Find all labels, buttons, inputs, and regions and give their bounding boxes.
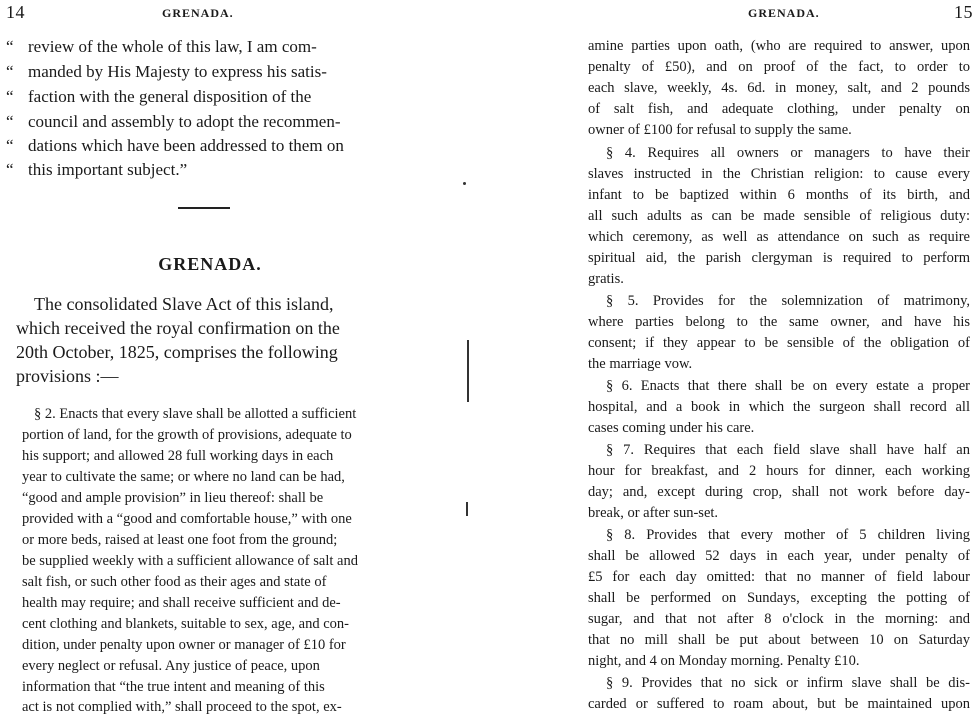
running-head-right: GRENADA. (748, 6, 820, 20)
body-line: infant to be baptized within 6 months of its birth, and (588, 187, 970, 203)
body-line: § 5. Provides for the solemnization of matrimony, (606, 293, 970, 309)
body-line: sugar, and that not after 8 o'clock in the morning: and (588, 611, 970, 627)
body-line: cent clothing and blankets, suitable to sex, age, and con- (22, 616, 349, 632)
body-line: § 6. Enacts that there shall be on every estate a proper (606, 378, 970, 394)
quote-line: “ this important subject.” (6, 160, 188, 179)
intro-line: 20th October, 1825, comprises the following (16, 342, 338, 362)
page-number-right: 15 (954, 2, 973, 22)
body-line: his support; and allowed 28 full working days in each (22, 448, 334, 464)
body-line: owner of £100 for refusal to supply the same. (588, 122, 852, 138)
intro-line: which received the royal confirmation on the (16, 318, 340, 338)
body-line: cases coming under his care. (588, 420, 755, 436)
body-line: § 4. Requires all owners or managers to have their (606, 145, 970, 161)
body-line: where parties belong to the same owner, and have his (588, 314, 970, 330)
body-line: § 7. Requires that each field slave shall have half an (606, 442, 970, 458)
body-line: £5 for each day omitted: that no manner of field labour (588, 569, 970, 585)
body-line: provided with a “good and comfortable house,” with one (22, 511, 352, 527)
body-line: dition, under penalty upon owner or manager of £10 for (22, 637, 346, 653)
body-line: be supplied weekly with a sufficient allowance of salt and (22, 553, 358, 569)
body-line: portion of land, for the growth of provisions, adequate to (22, 427, 352, 443)
body-line: consent; if they appear to be sensible of the obligation of (588, 335, 970, 351)
body-line: health may require; and shall receive sufficient and de- (22, 595, 341, 611)
quote-line: “ dations which have been addressed to them on (6, 136, 344, 155)
body-line: salt fish, or such other food as their ages and state of (22, 574, 327, 590)
page-number-left: 14 (6, 2, 25, 22)
body-line: § 2. Enacts that every slave shall be allotted a sufficient (34, 406, 357, 422)
body-line: which ceremony, as well as attendance on such as require (588, 229, 970, 245)
body-line: act is not complied with,” shall proceed to the spot, ex- (22, 699, 342, 715)
body-line: the marriage vow. (588, 356, 693, 372)
quote-line: “ faction with the general disposition of the (6, 87, 312, 106)
gutter-speck (463, 182, 466, 185)
body-line: “good and ample provision” in lieu thereof: shall be (22, 490, 324, 506)
body-line: penalty of £50), and on proof of the fact, to order to (588, 59, 970, 75)
gutter-speck (466, 502, 468, 516)
body-line: hospital, and a book in which the surgeon shall record all (588, 399, 970, 415)
intro-line: provisions :— (16, 366, 119, 386)
quote-line: “ council and assembly to adopt the recommen- (6, 112, 341, 131)
section-heading: GRENADA. (158, 254, 262, 274)
gutter-speck (467, 340, 469, 402)
body-line: night, and 4 on Monday morning. Penalty £10. (588, 653, 860, 669)
body-line: hour for breakfast, and 2 hours for dinner, each working (588, 463, 970, 479)
body-line: that no mill shall be put about between 10 on Saturday (588, 632, 970, 648)
running-head-left: GRENADA. (162, 6, 234, 20)
body-line: amine parties upon oath, (who are required to answer, upon (588, 38, 970, 54)
body-line: of salt fish, and adequate clothing, under penalty on (588, 101, 970, 117)
body-line: or more beds, raised at least one foot from the ground; (22, 532, 338, 548)
quote-line: “ manded by His Majesty to express his satis- (6, 62, 327, 81)
intro-line: The consolidated Slave Act of this island, (34, 294, 334, 314)
body-line: all such adults as can be made sensible of religious duty: (588, 208, 970, 224)
body-line: carded or suffered to roam about, but be maintained upon (588, 696, 970, 712)
body-line: § 8. Provides that every mother of 5 children living (606, 527, 970, 543)
body-line: slaves instructed in the Christian religion: to cause every (588, 166, 970, 182)
body-line: day; and, except during crop, shall not work before day- (588, 484, 970, 500)
body-line: § 9. Provides that no sick or infirm slave shall be dis- (606, 675, 970, 691)
body-line: shall be allowed 52 days in each year, under penalty of (588, 548, 970, 564)
body-line: year to cultivate the same; or where no land can be had, (22, 469, 345, 485)
quote-line: “ review of the whole of this law, I am com- (6, 37, 317, 56)
body-line: spiritual aid, the parish clergyman is required to perform (588, 250, 970, 266)
body-line: break, or after sun-set. (588, 505, 719, 521)
body-line: every neglect or refusal. Any justice of peace, upon (22, 658, 320, 674)
body-line: shall be performed on Sundays, excepting the potting of (588, 590, 970, 606)
body-line: each slave, weekly, 4s. 6d. in money, salt, and 2 pounds (588, 80, 970, 96)
body-line: gratis. (588, 271, 624, 287)
section-divider (178, 207, 230, 209)
right-page (490, 0, 980, 720)
body-line: information that “the true intent and meaning of this (22, 679, 325, 695)
